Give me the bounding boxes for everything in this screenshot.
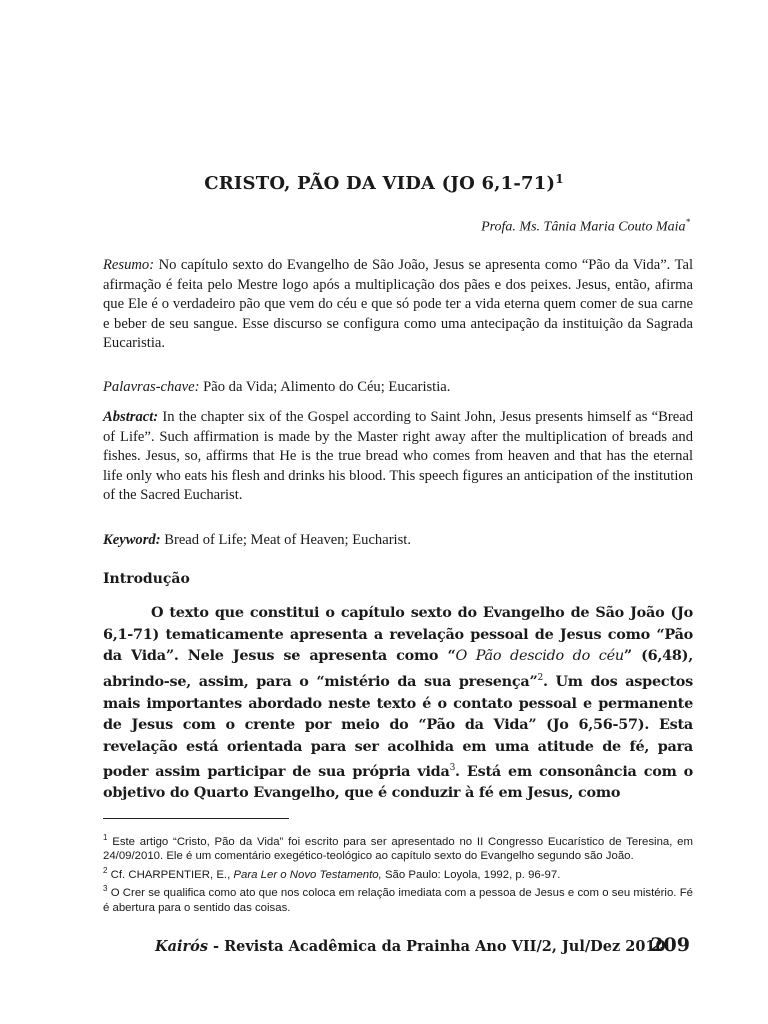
author-name: Profa. Ms. Tânia Maria Couto Maia (481, 219, 686, 235)
intro-text-1: O texto que constitui o capítulo sexto do Evangelho de São João (Jo 6,1-71) tematicamente apresenta a revelação pessoal de Jesus como “Pão da Vida”. Nele Jesus se apresenta como “ (103, 604, 693, 665)
footnote-ref-3[interactable]: 3 (449, 762, 456, 773)
footnote-2-number: 2 (103, 865, 108, 875)
intro-quote: O Pão descido do céu (455, 648, 624, 665)
footnote-ref-2[interactable]: 2 (537, 673, 543, 684)
intro-text-5: . Está em consonância com o objetivo do Quarto Evangelho, que é conduzir à fé em Jesus, como (103, 762, 693, 802)
title-footnote-mark: 1 (555, 172, 564, 186)
journal-issue: - Revista Acadêmica da Prainha Ano VII/2, Jul/Dez 2010 (207, 938, 666, 955)
author-line (481, 217, 690, 236)
emphasis-pessoal: pessoal (518, 694, 577, 712)
introduction-paragraph (103, 602, 693, 804)
palavras-chave-text: Pão da Vida; Alimento do Céu; Eucaristia. (203, 379, 451, 395)
footnote-1 (103, 831, 693, 864)
page-number: 209 (650, 934, 690, 956)
footnote-3-number: 3 (103, 884, 108, 894)
footnotes (103, 831, 693, 915)
footnote-1-number: 1 (103, 833, 108, 842)
footnote-3-text: O Crer se qualifica como ato que nos coloca em relação imediata com a pessoa de Jesus e com o seu mistério. Fé é abertura para o sentido das coisas. (103, 887, 693, 914)
intro-text-4: de Jesus com o crente por meio do “Pão da Vida” (Jo 6,56-57). Esta revelação está orientada para ser acolhida em uma atitude de fé, para poder assim participar de sua própria vida (103, 716, 693, 780)
abstract-label: Abstract: (103, 409, 159, 425)
footnote-2-publisher: São Paulo: Loyola, 1992, p. 96-97. (381, 868, 561, 881)
palavras-chave-label: Palavras-chave: (103, 379, 200, 395)
journal-name: Kairós (155, 938, 208, 955)
intro-text-2: ” (6,48), abrindo-se, assim, para o “mistério da sua presença” (103, 647, 693, 690)
intro-conj: e (576, 694, 599, 712)
resumo-text: No capítulo sexto do Evangelho de São João, Jesus se apresenta como “Pão da Vida”. Tal afirmação é feita pelo Mestre logo após a multiplicação dos pães e dos peixes. Jesus, então, afirma que Ele é o verdadeiro pão que vem do céu e que só pode ter a vida eterna quem comer de sua carne e beber de seu sangue. Esse discurso se configura como uma antecipação da instituição da Sagrada Eucaristia. (103, 257, 694, 352)
footnote-2-book-title: Para Ler o Novo Testamento, (233, 868, 382, 881)
abstract-paragraph (103, 408, 693, 506)
running-footer (155, 938, 666, 955)
footnote-3 (103, 882, 693, 915)
footnote-2 (103, 864, 693, 882)
resumo-paragraph (103, 256, 693, 354)
keyword-text: Bread of Life; Meat of Heaven; Eucharist. (164, 532, 411, 548)
emphasis-permanente: permanente (598, 694, 693, 712)
footnote-divider (103, 818, 289, 819)
intro-text-3: . Um dos aspectos mais importantes abordado neste texto é o contato (103, 672, 693, 712)
footnote-1-text: Este artigo “Cristo, Pão da Vida” foi escrito para ser apresentado no II Congresso Eucarístico de Teresina, em 24/09/2010. Ele é um comentário exegético-teológico ao capítulo sexto do Evangelho segundo são João. (103, 835, 693, 863)
keyword-paragraph (103, 531, 693, 551)
keyword-label: Keyword: (103, 532, 161, 548)
palavras-chave-paragraph (103, 378, 693, 398)
abstract-text: In the chapter six of the Gospel according to Saint John, Jesus presents himself as “Bread of Life”. Such affirmation is made by the Master right away after the multiplication of breads and fishes. Jesus, so, affirms that He is the true bread who comes from heaven and that has the eternal life only who eats his flesh and drinks his blood. This speech figures an anticipation of the institution of the Sacred Eucharist. (103, 409, 693, 504)
title-text: CRISTO, PÃO DA VIDA (JO 6,1-71) (204, 173, 556, 194)
footnote-2-text: Cf. CHARPENTIER, E., (110, 868, 234, 881)
article-title (0, 172, 768, 194)
resumo-label: Resumo: (103, 257, 155, 273)
author-mark: * (685, 217, 690, 227)
section-heading: Introdução (103, 571, 190, 587)
